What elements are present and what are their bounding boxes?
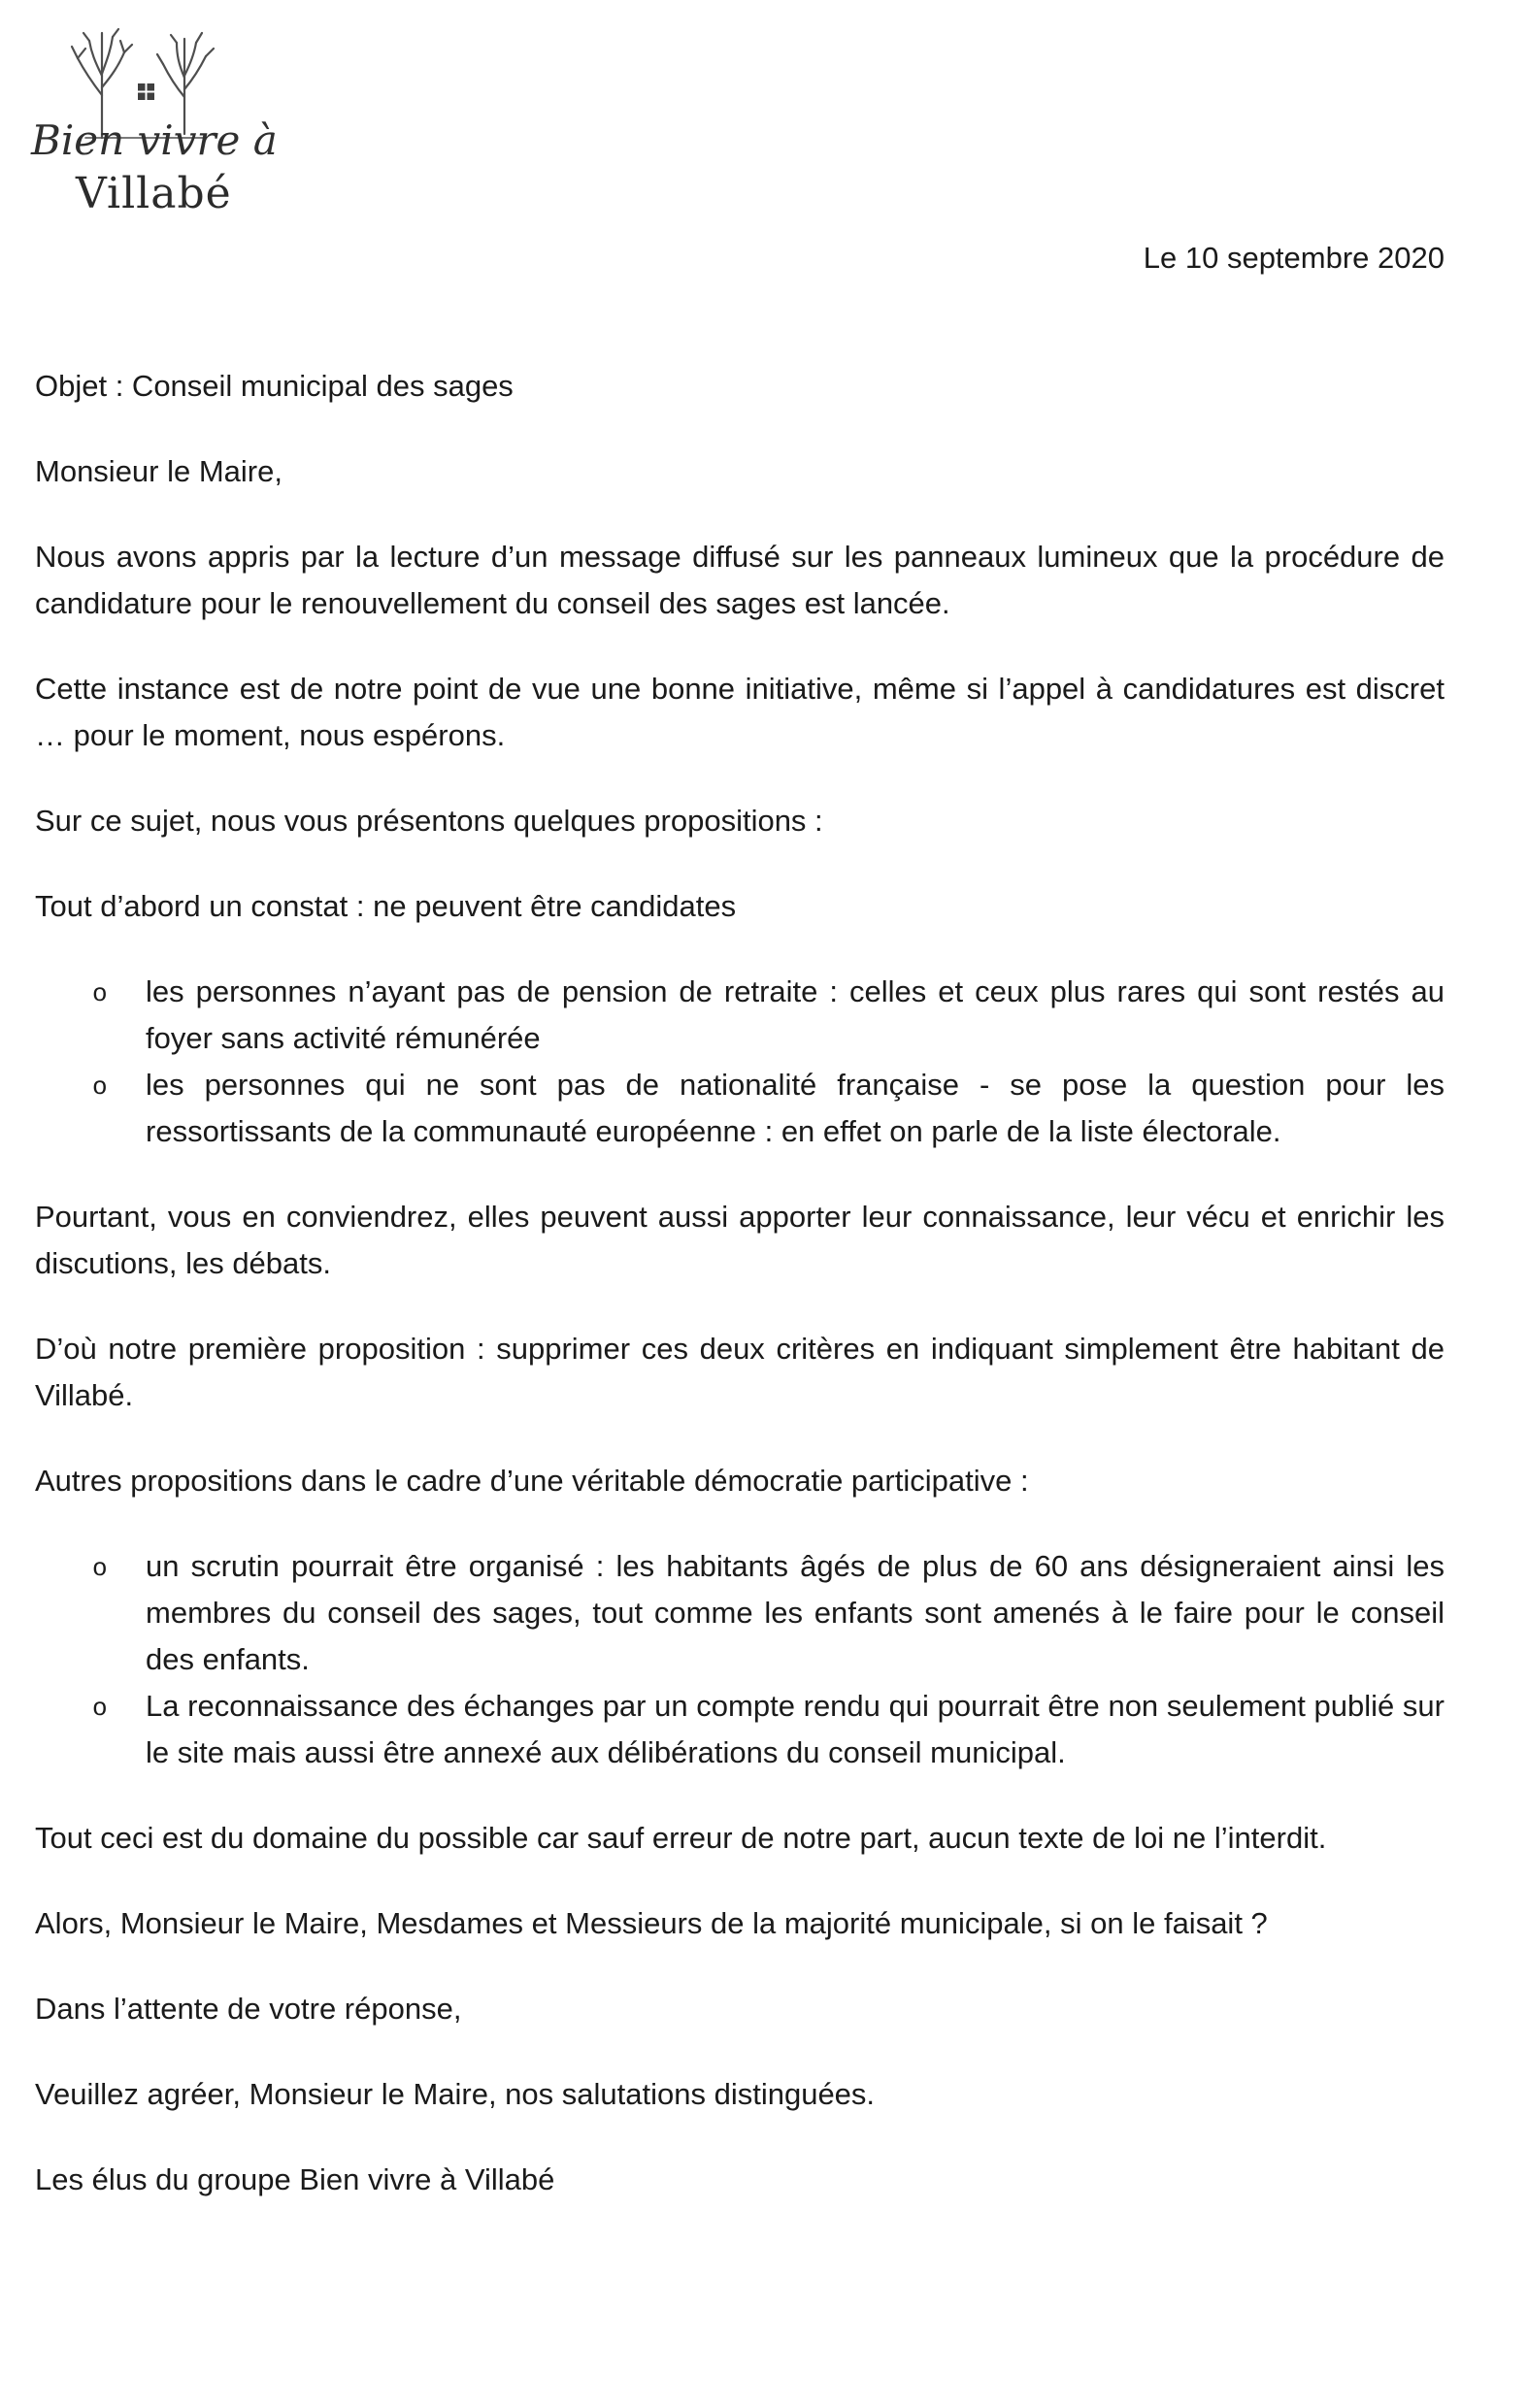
list-item-text: La reconnaissance des échanges par un compte rendu qui pourrait être non seulement publié sur le site mais aussi être annexé aux délibérations du conseil municipal. (146, 1689, 1445, 1769)
paragraph-alors: Alors, Monsieur le Maire, Mesdames et Messieurs de la majorité municipale, si on le faisait ? (35, 1906, 1268, 1940)
salutation-line: Monsieur le Maire, (35, 454, 282, 488)
subject-line: Objet : Conseil municipal des sages (35, 369, 514, 403)
list-item (35, 969, 1445, 1062)
logo-script-text: Bien vivre à (31, 116, 278, 164)
paragraph-instance: Cette instance est de notre point de vue une bonne initiative, même si l’appel à candidatures est discret … pour le moment, nous espérons. (35, 672, 1445, 752)
window-glyph (138, 83, 154, 100)
bullet-marker: o (92, 1554, 108, 1583)
list-item-text: un scrutin pourrait être organisé : les habitants âgés de plus de 60 ans désigneraient ainsi les membres du conseil des sages, tout comme les enfants sont amenés à le faire pour le conseil des enfants. (146, 1549, 1445, 1676)
bullet-marker: o (92, 1694, 108, 1723)
letter-date: Le 10 septembre 2020 (1143, 241, 1445, 275)
bullet-marker: o (92, 979, 108, 1008)
paragraph-attente: Dans l’attente de votre réponse, (35, 1992, 462, 2026)
paragraph-domaine: Tout ceci est du domaine du possible car sauf erreur de notre part, aucun texte de loi ne l’interdit. (35, 1821, 1327, 1855)
list-item (35, 1062, 1445, 1155)
list-item-text: les personnes qui ne sont pas de nationalité française - se pose la question pour les ressortissants de la communauté européenne : en effet on parle de la liste électorale. (146, 1068, 1445, 1148)
logo-name-text: Villabé (76, 169, 232, 218)
list-item (35, 1683, 1445, 1776)
autres-list (35, 1543, 1445, 1776)
paragraph-proposition: D’où notre première proposition : supprimer ces deux critères en indiquant simplement être habitant de Villabé. (35, 1332, 1445, 1412)
villabe-logo (31, 16, 326, 227)
list-item (35, 1543, 1445, 1683)
letterhead (31, 16, 1445, 227)
paragraph-pourtant: Pourtant, vous en conviendrez, elles peuvent aussi apporter leur connaissance, leur vécu et enrichir les discutions, les débats. (35, 1200, 1445, 1280)
paragraph-sujet: Sur ce sujet, nous vous présentons quelques propositions : (35, 804, 823, 838)
constat-list (35, 969, 1445, 1155)
bullet-marker: o (92, 1072, 108, 1102)
paragraph-appris: Nous avons appris par la lecture d’un message diffusé sur les panneaux lumineux que la procédure de candidature pour le renouvellement du conseil des sages est lancée. (35, 540, 1445, 620)
signature-line: Les élus du groupe Bien vivre à Villabé (35, 2162, 555, 2196)
paragraph-constat: Tout d’abord un constat : ne peuvent être candidates (35, 889, 737, 923)
list-item-text: les personnes n’ayant pas de pension de retraite : celles et ceux plus rares qui sont restés au foyer sans activité rémunérée (146, 974, 1445, 1055)
paragraph-salutations: Veuillez agréer, Monsieur le Maire, nos salutations distinguées. (35, 2077, 876, 2111)
paragraph-autres: Autres propositions dans le cadre d’une véritable démocratie participative : (35, 1464, 1029, 1498)
